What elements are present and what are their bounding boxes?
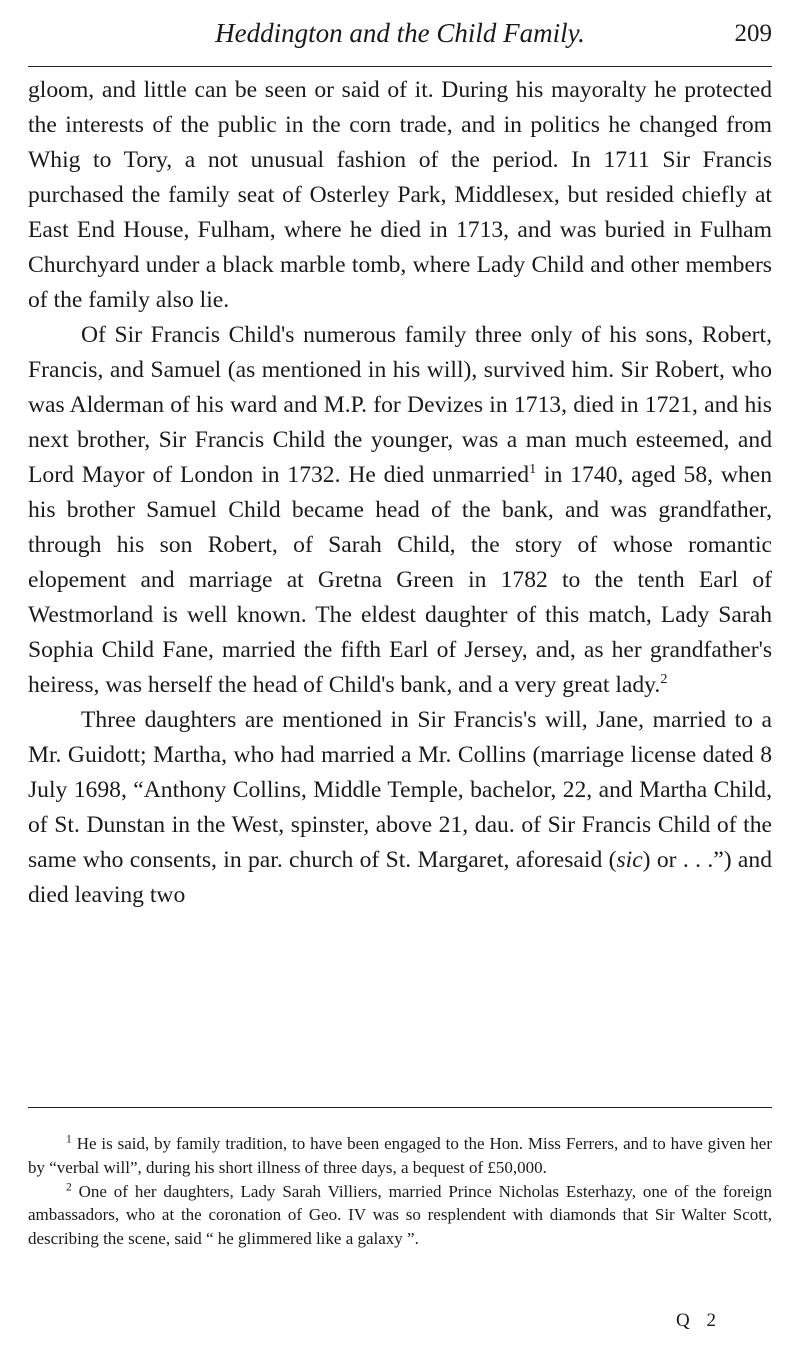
footnotes — [28, 1132, 772, 1251]
paragraph-1-text: gloom, and little can be seen or said of it. During his mayoralty he protected the interests of the public in the corn trade, and in politics he changed from Whig to Tory, a not unusual fashion of the period. In 1711 Sir Francis purchased the family seat of Osterley Park, Middlesex, but resided chiefly at East End House, Fulham, where he died in 1713, and was buried in Fulham Churchyard under a black marble tomb, where Lady Child and other members of the family also lie. — [28, 77, 772, 313]
footnote-ref-1: 1 — [529, 461, 537, 478]
running-title: Heddington and the Child Family. — [215, 18, 585, 48]
footnote-2 — [28, 1180, 772, 1251]
footnote-rule — [28, 1107, 772, 1108]
paragraph-3 — [28, 703, 772, 913]
paragraph-3-text-b: ) or . . .”) and died leaving two — [28, 847, 772, 908]
footnote-ref-2: 2 — [660, 671, 668, 688]
footnote-1-text: He is said, by family tradition, to have been engaged to the Hon. Miss Ferrers, and to have given her by “verbal will”, during his short illness of three days, a bequest of £50,000. — [28, 1134, 773, 1177]
page-number: 209 — [734, 20, 772, 47]
footnote-1 — [28, 1132, 772, 1180]
paragraph-2-text-a: Of Sir Francis Child's numerous family three only of his sons, Robert, Francis, and Samuel (as mentioned in his will), survived him. Sir Robert, who was Alderman of his ward and M.P. for Devizes in 1713, died in 1721, and his next brother, Sir Francis Child the younger, was a man much esteemed, and Lord Mayor of London in 1732. He died unmarried — [28, 322, 772, 488]
footnote-2-mark: 2 — [66, 1179, 72, 1193]
paragraph-3-text-a: Three daughters are mentioned in Sir Francis's will, Jane, married to a Mr. Guidott; Martha, who had married a Mr. Collins (marriage license dated 8 July 1698, “Anthony Collins, Middle Temple, bachelor, 22, and Martha Child, of St. Dunstan in the West, spinster, above 21, dau. of Sir Francis Child of the same who consents, in par. church of St. Margaret, aforesaid ( — [28, 707, 772, 873]
body-text — [28, 73, 772, 913]
sic-italic: sic — [616, 847, 643, 873]
header-rule — [28, 66, 772, 67]
footnote-1-mark: 1 — [66, 1132, 72, 1146]
paragraph-2-text-b: in 1740, aged 58, when his brother Samuel Child became head of the bank, and was grandfather, through his son Robert, of Sarah Child, the story of whose romantic elopement and marriage at Gretna Green in 1782 to the tenth Earl of Westmorland is well known. The eldest daughter of this match, Lady Sarah Sophia Child Fane, married the fifth Earl of Jersey, and, as her grandfather's heiress, was herself the head of Child's bank, and a very great lady. — [28, 462, 772, 698]
page-header — [28, 14, 772, 54]
footnote-2-text: One of her daughters, Lady Sarah Villiers, married Prince Nicholas Esterhazy, one of the foreign ambassadors, who at the coronation of Geo. IV was so resplendent with diamonds that Sir Walter Scott, describing the scene, said “ he glimmered like a galaxy ”. — [28, 1181, 772, 1249]
paragraph-1 — [28, 73, 772, 318]
paragraph-2 — [28, 318, 772, 703]
signature-mark: Q 2 — [676, 1310, 722, 1331]
